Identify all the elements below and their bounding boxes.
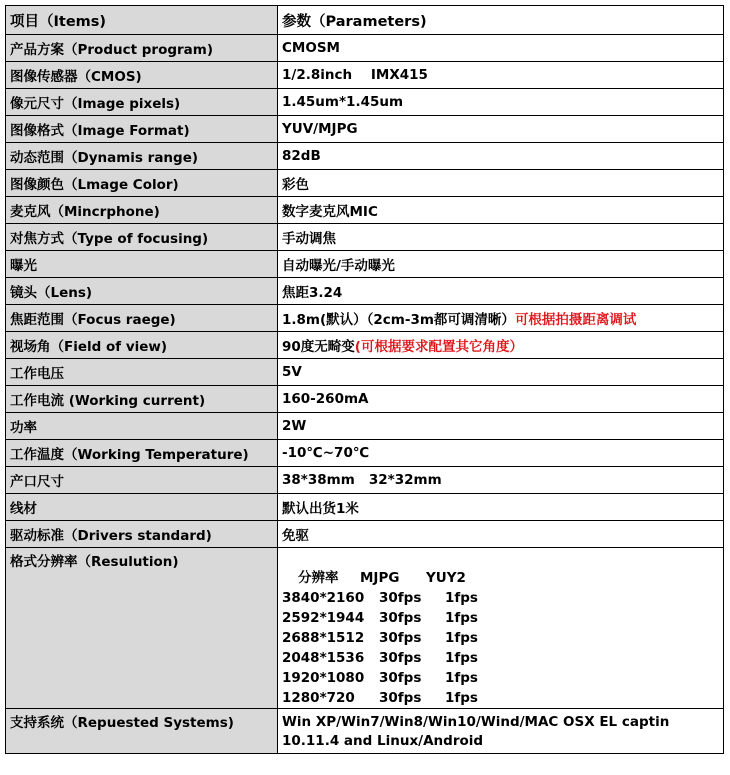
resolution-entry <box>282 648 723 668</box>
spec-value: 自动曝光/手动曝光 <box>278 251 724 278</box>
spec-value <box>278 467 724 494</box>
spec-row <box>6 521 724 548</box>
spec-row <box>6 305 724 332</box>
resolution-yuy2-fps: 1fps <box>445 690 478 706</box>
resolution-entry <box>282 628 723 648</box>
spec-key: 焦距范围（Focus raege) <box>6 305 278 332</box>
resolution-size: 2688*1512 <box>282 630 365 646</box>
resolution-row <box>6 548 724 709</box>
resolution-yuy2-fps: 1fps <box>445 670 478 686</box>
spec-value-text: 1/2.8inch IMX415 <box>282 67 428 83</box>
header-param: 参数（Parameters) <box>278 6 724 35</box>
spec-key: 图像颜色（Lmage Color) <box>6 170 278 197</box>
spec-row <box>6 494 724 521</box>
spec-key: 工作电压 <box>6 359 278 386</box>
spec-value: 数字麦克风MIC <box>278 197 724 224</box>
resolution-header-res: 分辨率 <box>298 570 339 586</box>
systems-row <box>6 709 724 754</box>
header-row <box>6 6 724 35</box>
spec-row <box>6 332 724 359</box>
spec-value: 默认出货1米 <box>278 494 724 521</box>
spec-value <box>278 62 724 89</box>
resolution-size: 1280*720 <box>282 690 355 706</box>
spec-row <box>6 35 724 62</box>
resolution-entry <box>282 608 723 628</box>
spec-value <box>278 305 724 332</box>
spec-row <box>6 116 724 143</box>
header-item: 项目（Items) <box>6 6 278 35</box>
resolution-yuy2-fps: 1fps <box>445 590 478 606</box>
spec-row <box>6 440 724 467</box>
spec-row <box>6 467 724 494</box>
resolution-mjpg-fps: 30fps <box>379 590 422 606</box>
spec-row <box>6 62 724 89</box>
spec-key: 视场角（Field of view) <box>6 332 278 359</box>
spec-row <box>6 386 724 413</box>
resolution-size: 1920*1080 <box>282 670 365 686</box>
resolution-yuy2-fps: 1fps <box>445 630 478 646</box>
spec-row <box>6 89 724 116</box>
resolution-key: 格式分辨率（Resulution) <box>6 548 278 709</box>
resolution-mjpg-fps: 30fps <box>379 650 422 666</box>
spec-value-text: 1.8m(默认）（2cm-3m都可调清晰） <box>282 312 515 328</box>
spec-row <box>6 224 724 251</box>
spec-key: 曝光 <box>6 251 278 278</box>
spec-key: 功率 <box>6 413 278 440</box>
resolution-size: 2592*1944 <box>282 610 365 626</box>
spec-key: 产口尺寸 <box>6 467 278 494</box>
spec-key: 像元尺寸（Image pixels) <box>6 89 278 116</box>
spec-key: 产品方案（Product program) <box>6 35 278 62</box>
spec-key: 图像传感器（CMOS) <box>6 62 278 89</box>
spec-row <box>6 143 724 170</box>
resolution-yuy2-fps: 1fps <box>445 610 478 626</box>
resolution-mjpg-fps: 30fps <box>379 670 422 686</box>
resolution-value <box>278 548 724 709</box>
spec-value: 2W <box>278 413 724 440</box>
resolution-yuy2-fps: 1fps <box>445 650 478 666</box>
spec-row <box>6 197 724 224</box>
resolution-header-mjpg: MJPG <box>360 570 400 586</box>
spec-row <box>6 278 724 305</box>
spec-value-text: 90度无畸变 <box>282 339 355 355</box>
resolution-header-yuy2: YUY2 <box>426 570 466 586</box>
spec-key: 线材 <box>6 494 278 521</box>
resolution-entry <box>282 668 723 688</box>
spec-value-text: 38*38mm 32*32mm <box>282 472 442 488</box>
spec-key: 动态范围（Dynamis range) <box>6 143 278 170</box>
spec-note: 可根据拍摄距离调试 <box>514 312 637 328</box>
resolution-entry <box>282 688 723 708</box>
resolution-size: 3840*2160 <box>282 590 365 606</box>
spec-key: 对焦方式（Type of focusing) <box>6 224 278 251</box>
systems-key: 支持系统（Repuested Systems) <box>6 709 278 754</box>
spec-sheet <box>5 5 724 754</box>
spec-value: 160-260mA <box>278 386 724 413</box>
spec-value: -10℃~70℃ <box>278 440 724 467</box>
spec-value: 手动调焦 <box>278 224 724 251</box>
resolution-header <box>282 566 723 586</box>
spec-key: 麦克风（Mincrphone) <box>6 197 278 224</box>
spec-value: YUV/MJPG <box>278 116 724 143</box>
spec-row <box>6 359 724 386</box>
spec-value: 5V <box>278 359 724 386</box>
spec-key: 驱动标准（Drivers standard) <box>6 521 278 548</box>
spec-row <box>6 170 724 197</box>
spec-value: 焦距3.24 <box>278 278 724 305</box>
spec-value: CMOSM <box>278 35 724 62</box>
spec-key: 工作温度（Working Temperature) <box>6 440 278 467</box>
spec-value: 1.45um*1.45um <box>278 89 724 116</box>
spec-value: 82dB <box>278 143 724 170</box>
spec-key: 工作电流 (Working current) <box>6 386 278 413</box>
resolution-entry <box>282 588 723 608</box>
spec-value <box>278 332 724 359</box>
spec-key: 图像格式（Image Format) <box>6 116 278 143</box>
resolution-mjpg-fps: 30fps <box>379 630 422 646</box>
spec-table <box>5 5 724 754</box>
spec-key: 镜头（Lens) <box>6 278 278 305</box>
resolution-mjpg-fps: 30fps <box>379 690 422 706</box>
resolution-size: 2048*1536 <box>282 650 365 666</box>
spec-value: 彩色 <box>278 170 724 197</box>
resolution-mjpg-fps: 30fps <box>379 610 422 626</box>
spec-note: (可根据要求配置其它角度） <box>354 339 523 355</box>
spec-row <box>6 413 724 440</box>
spec-row <box>6 251 724 278</box>
systems-value: Win XP/Win7/Win8/Win10/Wind/MAC OSX EL captin 10.11.4 and Linux/Android <box>278 709 724 754</box>
spec-value: 免驱 <box>278 521 724 548</box>
